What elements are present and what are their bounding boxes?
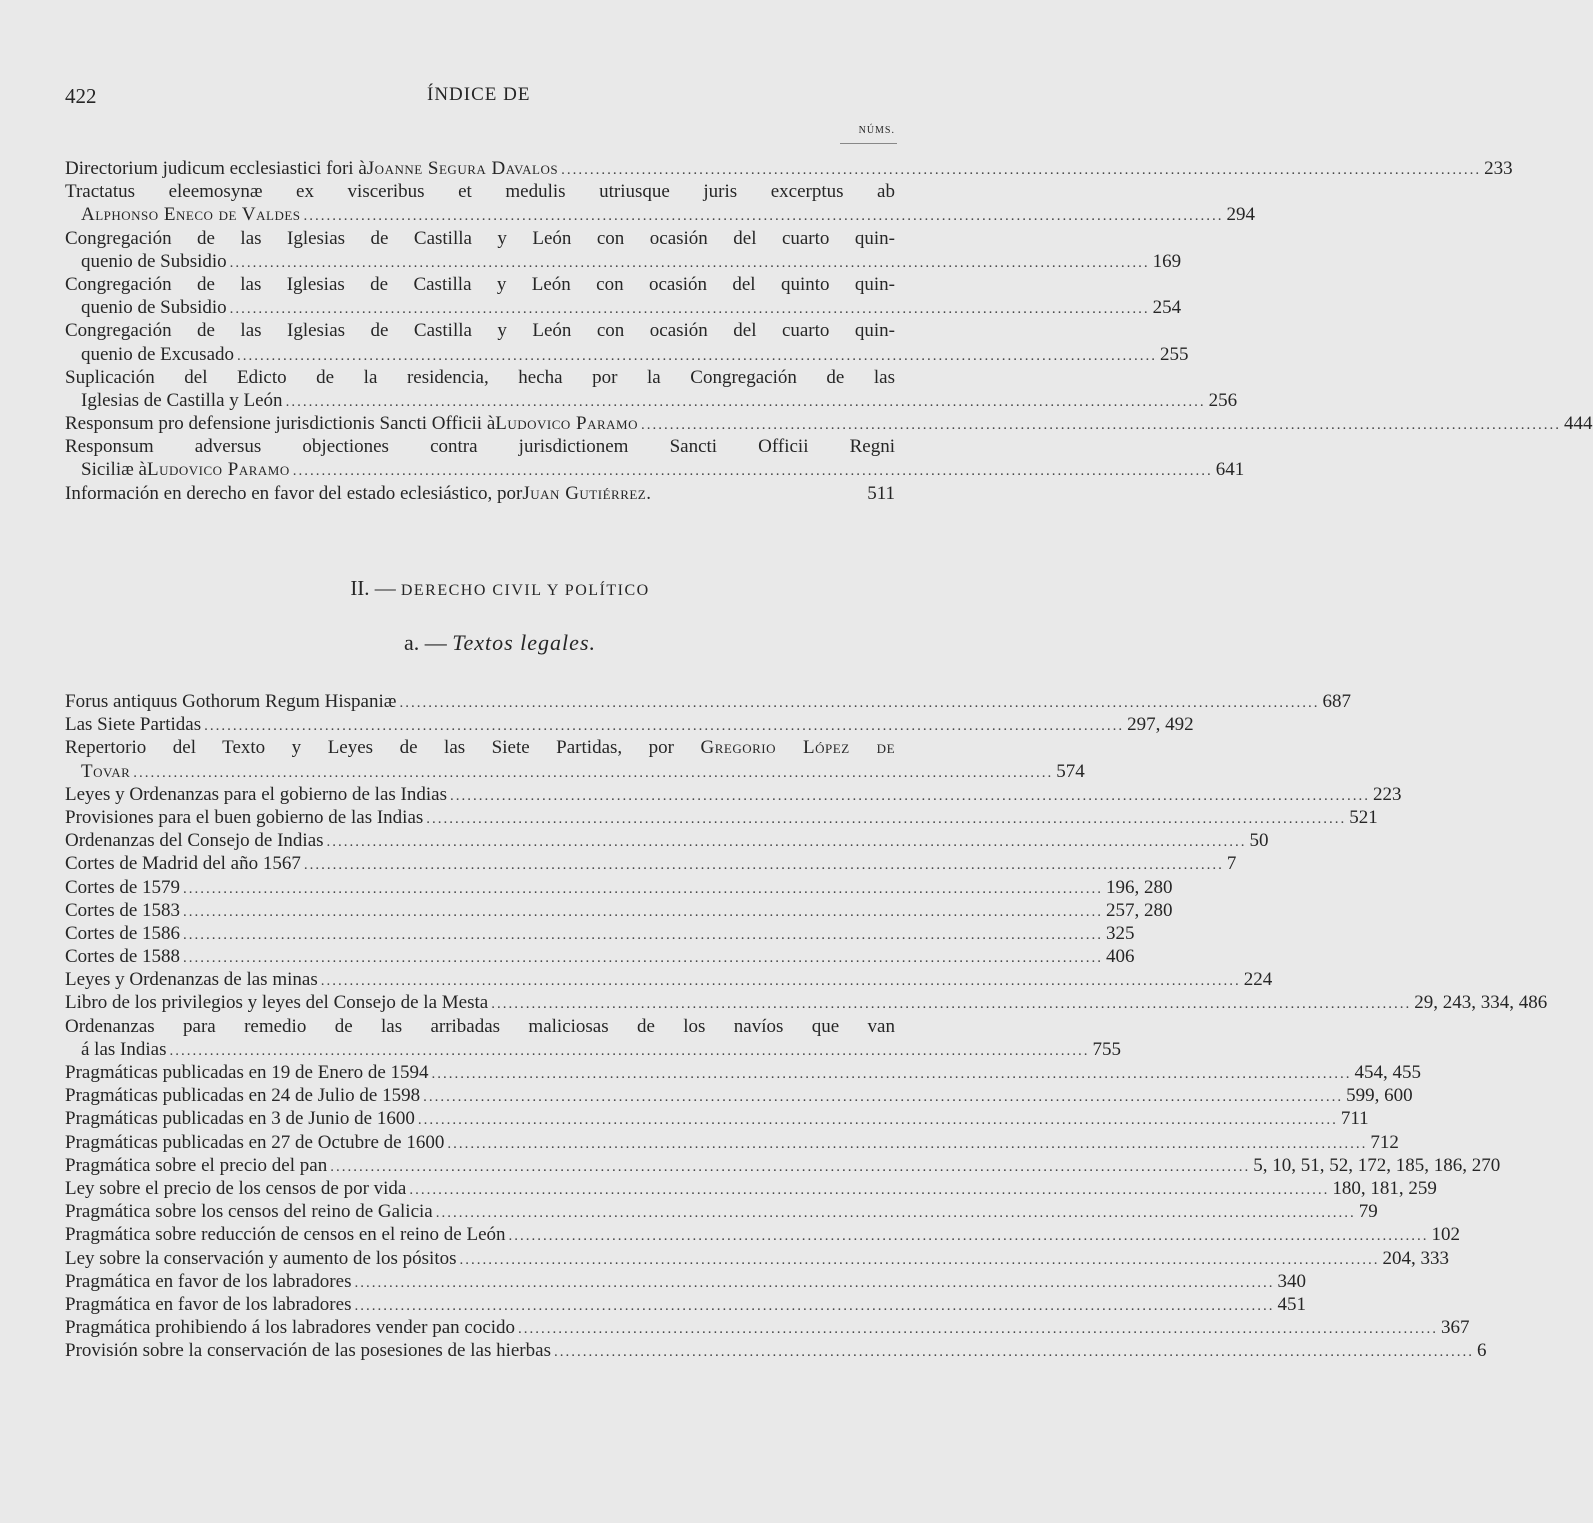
section-title: DERECHO CIVIL Y POLÍTICO xyxy=(400,582,650,599)
column-label-nums: NÚMS. xyxy=(858,125,895,136)
entry-page-number: 367 xyxy=(1441,1317,1470,1339)
entry-text: Información en derecho en favor del estado eclesiástico, por xyxy=(65,482,523,504)
dot-leader: ................................................................................................................................................................ xyxy=(183,926,1104,943)
entry-text: Cortes de Madrid del año 1567 xyxy=(65,853,301,875)
dot-leader: ................................................................................................................................................................ xyxy=(447,1135,1368,1152)
entry-line-1 xyxy=(65,1177,1437,1200)
entry-line-2 xyxy=(65,389,1238,412)
index-entry xyxy=(65,1154,1501,1177)
dot-leader: ................................................................................................................................................................ xyxy=(561,162,1482,178)
entry-line-2 xyxy=(65,296,1182,319)
entry-page-number: 297, 492 xyxy=(1127,714,1194,736)
entry-line-1 xyxy=(65,783,1402,806)
index-entry xyxy=(65,806,1378,829)
entry-text: Cortes de 1586 xyxy=(65,922,181,944)
entry-line-1 xyxy=(65,1084,1413,1107)
dot-leader: ................................................................................................................................................................ xyxy=(303,208,1224,225)
entry-author: Gregorio López de xyxy=(700,737,896,759)
section-number: II. — xyxy=(350,576,396,600)
dot-leader: ................................................................................................................................................................ xyxy=(459,1251,1380,1268)
index-entry xyxy=(65,922,1135,945)
entry-line-2 xyxy=(65,458,1245,481)
index-entry xyxy=(65,1223,1461,1246)
entry-line-1 xyxy=(65,1316,1470,1339)
index-entry xyxy=(65,1177,1437,1200)
entry-page-number: 340 xyxy=(1277,1270,1306,1292)
dot-leader: ................................................................................................................................................................ xyxy=(518,1321,1439,1338)
dot-leader: ................................................................................................................................................................ xyxy=(508,1228,1429,1245)
entry-text-continued: quenio de Subsidio xyxy=(81,297,227,319)
entry-line-2 xyxy=(65,1038,1121,1061)
dot-leader: ................................................................................................................................................................ xyxy=(169,1042,1090,1059)
index-entry xyxy=(65,852,1237,875)
dot-leader: ................................................................................................................................................................ xyxy=(409,1181,1330,1198)
dot-leader: ................................................................................................................................................................ xyxy=(330,1158,1251,1175)
entry-line-1 xyxy=(65,482,895,505)
index-entry xyxy=(65,366,1238,412)
entry-text: Provisiones para el buen gobierno de las Indias xyxy=(65,806,424,828)
entry-line-1 xyxy=(65,1061,1422,1084)
entry-line-1 xyxy=(65,1293,1306,1316)
index-entry xyxy=(65,1293,1306,1316)
entry-line-1 xyxy=(65,1200,1378,1223)
entry-page-number: 755 xyxy=(1092,1038,1121,1060)
entry-text-continued: Iglesias de Castilla y León xyxy=(81,389,283,411)
entry-author: Ludovico Paramo xyxy=(146,459,290,481)
entry-page-number: 204, 333 xyxy=(1382,1247,1450,1269)
entry-text: Pragmáticas publicadas en 3 de Junio de 1600 xyxy=(65,1108,415,1130)
dot-leader: ................................................................................................................................................................ xyxy=(183,903,1104,920)
entry-page-number: 574 xyxy=(1056,760,1085,782)
entry-text: Directorium judicum ecclesiastici fori à xyxy=(65,158,367,179)
entry-text-continued: quenio de Excusado xyxy=(81,343,235,365)
entry-text: Cortes de 1588 xyxy=(65,946,181,968)
index-entry xyxy=(65,482,895,505)
entry-page-number: 196, 280 xyxy=(1106,876,1173,898)
index-entry xyxy=(65,829,1269,852)
entry-page-number: 511 xyxy=(867,482,895,504)
entry-line-2 xyxy=(65,343,1189,366)
dot-leader: ................................................................................................................................................................ xyxy=(449,787,1370,804)
entry-text: Leyes y Ordenanzas para el gobierno de las Indias xyxy=(65,783,447,805)
entry-page-number: 7 xyxy=(1226,853,1237,875)
index-entry xyxy=(65,1107,1369,1130)
entry-text: Ley sobre el precio de los censos de por vida xyxy=(65,1177,407,1199)
entry-line-1 xyxy=(65,1270,1306,1293)
subsection-prefix: a. — xyxy=(404,630,447,655)
index-entry xyxy=(65,736,1085,782)
entry-text: Pragmática en favor de los labradores xyxy=(65,1270,352,1292)
entry-line-1 xyxy=(65,736,895,759)
entry-page-number: 102 xyxy=(1431,1224,1461,1246)
dot-leader: ................................................................................................................................................................ xyxy=(183,880,1104,897)
entry-text: Cortes de 1583 xyxy=(65,899,181,921)
entry-line-1 xyxy=(65,435,895,458)
entry-page-number: 451 xyxy=(1277,1293,1306,1315)
entry-page-number: 641 xyxy=(1215,459,1245,481)
entry-text-continued: á las Indias xyxy=(81,1038,167,1060)
entry-line-1 xyxy=(65,412,1593,435)
dot-leader: ................................................................................................................................................................ xyxy=(435,1205,1356,1222)
index-entry xyxy=(65,1270,1306,1293)
entry-line-1 xyxy=(65,945,1135,968)
dot-leader: ................................................................................................................................................................ xyxy=(431,1066,1352,1082)
entry-line-1 xyxy=(65,899,1173,922)
entry-page-number: 223 xyxy=(1372,783,1402,805)
page-number: 422 xyxy=(65,84,97,108)
entry-punct: . xyxy=(646,482,651,504)
index-list-section-2 xyxy=(65,690,1548,1362)
dot-leader: ................................................................................................................................................................ xyxy=(354,1274,1275,1291)
entry-line-1 xyxy=(65,1015,895,1038)
entry-text: Pragmática sobre reducción de censos en el reino de León xyxy=(65,1224,506,1246)
index-entry xyxy=(65,157,1513,180)
index-entry xyxy=(65,876,1173,899)
index-entry xyxy=(65,1015,1121,1061)
index-list-section-1 xyxy=(65,157,1593,505)
entry-text-continued: quenio de Subsidio xyxy=(81,250,227,272)
dot-leader: ................................................................................................................................................................ xyxy=(641,417,1562,434)
subsection-heading xyxy=(0,630,1000,656)
entry-page-number: 257, 280 xyxy=(1106,899,1173,921)
entry-text: Ordenanzas para remedio de las arribadas maliciosas de los navíos que van xyxy=(65,1015,895,1037)
dot-leader: ................................................................................................................................................................ xyxy=(204,718,1125,735)
index-entry xyxy=(65,1200,1378,1223)
entry-text: Pragmática sobre los censos del reino de Galicia xyxy=(65,1201,433,1223)
entry-line-1 xyxy=(65,157,1513,180)
entry-line-1 xyxy=(65,366,895,389)
entry-line-1 xyxy=(65,1223,1461,1246)
entry-text: Provisión sobre la conservación de las posesiones de las hierbas xyxy=(65,1340,551,1362)
entry-text: Congregación de las Iglesias de Castilla y León con ocasión del cuarto quin- xyxy=(65,227,895,249)
index-entry xyxy=(65,1247,1450,1270)
entry-author: Alphonso Eneco de Valdes xyxy=(81,204,301,226)
entry-author: Tovar xyxy=(81,760,131,782)
dot-leader: ................................................................................................................................................................ xyxy=(553,1344,1474,1361)
entry-page-number: 5, 10, 51, 52, 172, 185, 186, 270 xyxy=(1253,1154,1501,1176)
entry-line-1 xyxy=(65,991,1548,1014)
entry-author: Ludovico Paramo xyxy=(495,413,639,435)
entry-text: Pragmáticas publicadas en 19 de Enero de 1594 xyxy=(65,1062,429,1083)
entry-text: Cortes de 1579 xyxy=(65,876,181,898)
entry-line-1 xyxy=(65,806,1378,829)
entry-line-1 xyxy=(65,922,1135,945)
dot-leader: ................................................................................................................................................................ xyxy=(426,810,1347,827)
entry-page-number: 406 xyxy=(1106,946,1135,968)
entry-text: Congregación de las Iglesias de Castilla y León con ocasión del quinto quin- xyxy=(65,273,895,295)
dot-leader: ................................................................................................................................................................ xyxy=(417,1112,1338,1129)
entry-page-number: 180, 181, 259 xyxy=(1332,1177,1437,1199)
column-label-rule xyxy=(840,143,897,144)
dot-leader: ................................................................................................................................................................ xyxy=(320,973,1241,990)
entry-text: Congregación de las Iglesias de Castilla y León con ocasión del cuarto quin- xyxy=(65,320,895,342)
entry-page-number: 521 xyxy=(1349,806,1378,828)
dot-leader: ................................................................................................................................................................ xyxy=(491,996,1412,1013)
entry-page-number: 79 xyxy=(1358,1201,1378,1223)
dot-leader: ................................................................................................................................................................ xyxy=(183,950,1104,967)
section-heading xyxy=(0,576,1000,601)
entry-page-number: 712 xyxy=(1370,1131,1399,1153)
entry-line-1 xyxy=(65,713,1194,736)
entry-line-1 xyxy=(65,1107,1369,1130)
dot-leader: ................................................................................................................................................................ xyxy=(229,254,1150,271)
index-entry xyxy=(65,412,1593,435)
entry-page-number: 255 xyxy=(1160,343,1189,365)
index-entry xyxy=(65,227,1182,273)
index-entry xyxy=(65,1061,1422,1084)
entry-text: Las Siete Partidas xyxy=(65,714,202,736)
entry-line-1 xyxy=(65,690,1351,713)
entry-text-continued: Siciliæ à xyxy=(81,459,147,481)
entry-line-1 xyxy=(65,180,895,203)
entry-text: Ordenanzas del Consejo de Indias xyxy=(65,830,324,852)
entry-text: Libro de los privilegios y leyes del Consejo de la Mesta xyxy=(65,992,489,1014)
subsection-title: Textos legales. xyxy=(452,630,596,655)
entry-page-number: 169 xyxy=(1152,250,1182,272)
entry-line-1 xyxy=(65,852,1237,875)
entry-page-number: 444 xyxy=(1564,413,1593,435)
dot-leader: ................................................................................................................................................................ xyxy=(133,764,1054,781)
entry-page-number: 599, 600 xyxy=(1346,1085,1413,1107)
index-entry xyxy=(65,899,1173,922)
entry-text: Responsum adversus objectiones contra jurisdictionem Sancti Officii Regni xyxy=(65,436,895,458)
index-entry xyxy=(65,1339,1487,1362)
entry-text: Pragmáticas publicadas en 24 de Julio de 1598 xyxy=(65,1085,421,1107)
entry-page-number: 50 xyxy=(1249,830,1269,852)
entry-text: Pragmática sobre el precio del pan xyxy=(65,1154,328,1176)
entry-line-1 xyxy=(65,273,895,296)
entry-line-1 xyxy=(65,829,1269,852)
index-entry xyxy=(65,690,1351,713)
index-entry xyxy=(65,319,1189,365)
entry-text: Ley sobre la conservación y aumento de los pósitos xyxy=(65,1247,457,1269)
entry-page-number: 454, 455 xyxy=(1354,1062,1422,1083)
index-entry xyxy=(65,991,1548,1014)
entry-line-1 xyxy=(65,968,1273,991)
entry-text: Leyes y Ordenanzas de las minas xyxy=(65,969,318,991)
entry-text: Forus antiquus Gothorum Regum Hispaniæ xyxy=(65,691,397,712)
entry-text: Repertorio del Texto y Leyes de las Siete Partidas, por xyxy=(65,737,701,759)
entry-page-number: 233 xyxy=(1484,158,1513,179)
index-entry xyxy=(65,180,1256,226)
entry-page-number: 254 xyxy=(1152,297,1182,319)
entry-text: Pragmáticas publicadas en 27 de Octubre de 1600 xyxy=(65,1131,445,1153)
entry-page-number: 325 xyxy=(1106,922,1135,944)
index-entry xyxy=(65,945,1135,968)
dot-leader: ................................................................................................................................................................ xyxy=(326,834,1247,851)
entry-page-number: 256 xyxy=(1208,389,1238,411)
dot-leader: ................................................................................................................................................................ xyxy=(354,1297,1275,1314)
entry-line-2 xyxy=(65,250,1182,273)
index-entry xyxy=(65,273,1182,319)
entry-text: Responsum pro defensione jurisdictionis Sancti Officii à xyxy=(65,413,496,435)
entry-line-1 xyxy=(65,319,895,342)
entry-line-2 xyxy=(65,203,1256,226)
entry-text: Pragmática en favor de los labradores xyxy=(65,1293,352,1315)
index-entry xyxy=(65,1131,1399,1154)
entry-page-number: 6 xyxy=(1476,1340,1487,1362)
dot-leader: ................................................................................................................................................................ xyxy=(237,347,1158,364)
dot-leader: ................................................................................................................................................................ xyxy=(423,1089,1344,1106)
entry-page-number: 711 xyxy=(1340,1108,1369,1130)
dot-leader: ................................................................................................................................................................ xyxy=(285,393,1206,410)
entry-text: Tractatus eleemosynæ ex visceribus et medulis utriusque juris excerptus ab xyxy=(65,181,895,203)
entry-text: Pragmática prohibiendo á los labradores vender pan cocido xyxy=(65,1317,516,1339)
index-entry xyxy=(65,713,1194,736)
dot-leader: ................................................................................................................................................................ xyxy=(292,463,1213,480)
dot-leader: ................................................................................................................................................................ xyxy=(229,301,1150,318)
index-entry xyxy=(65,968,1273,991)
entry-page-number: 29, 243, 334, 486 xyxy=(1414,992,1548,1014)
entry-page-number: 224 xyxy=(1243,969,1273,991)
dot-leader: ................................................................................................................................................................ xyxy=(399,695,1320,711)
entry-line-1 xyxy=(65,1247,1450,1270)
entry-line-1 xyxy=(65,1131,1399,1154)
entry-line-1 xyxy=(65,1339,1487,1362)
entry-author: Juan Gutiérrez xyxy=(522,482,647,504)
running-title: ÍNDICE DE xyxy=(427,84,531,105)
entry-line-2 xyxy=(65,760,1085,783)
index-entry xyxy=(65,783,1402,806)
entry-author: Joanne Segura Davalos xyxy=(366,158,559,179)
entry-page-number: 687 xyxy=(1322,691,1351,712)
index-entry xyxy=(65,1084,1413,1107)
index-entry xyxy=(65,1316,1470,1339)
dot-leader: ................................................................................................................................................................ xyxy=(303,857,1224,874)
entry-line-1 xyxy=(65,1154,1501,1177)
entry-line-1 xyxy=(65,227,895,250)
entry-line-1 xyxy=(65,876,1173,899)
entry-page-number: 294 xyxy=(1226,204,1256,226)
entry-text: Suplicación del Edicto de la residencia, hecha por la Congregación de las xyxy=(65,366,895,388)
index-entry xyxy=(65,435,1245,481)
